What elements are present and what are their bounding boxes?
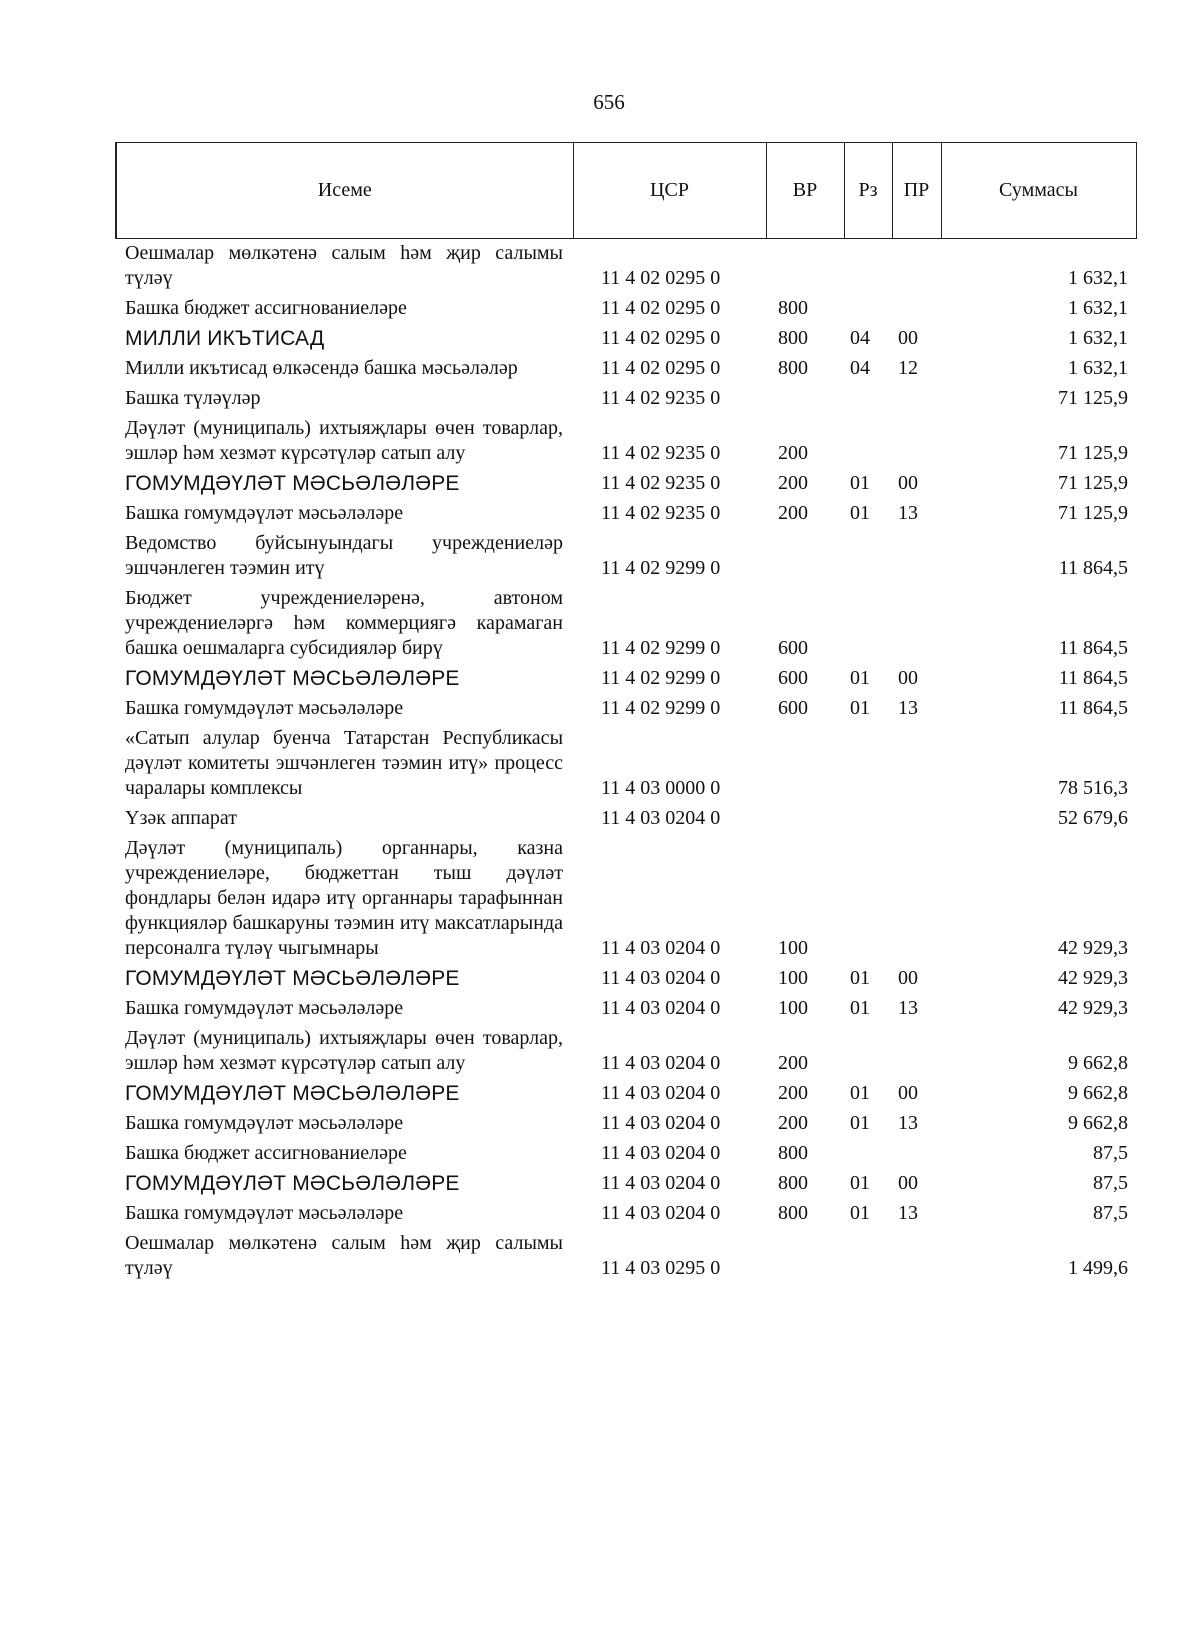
cell-pr: 13 — [898, 697, 918, 719]
cell-csr: 11 4 03 0204 0 — [601, 997, 721, 1019]
table-row — [116, 1169, 1136, 1199]
budget-table — [115, 142, 1137, 1284]
table-row — [116, 584, 1136, 664]
cell-rz: 01 — [850, 502, 870, 524]
cell-vr: 800 — [778, 297, 808, 319]
cell-name: Дәүләт (муниципаль) ихтыяҗлары өчен товарлар, эшләр һәм хезмәт күрсәтүләр сатып алу — [125, 417, 563, 464]
header-vr: ВР — [766, 143, 844, 239]
cell-csr: 11 4 02 0295 0 — [601, 327, 721, 349]
cell-csr: 11 4 03 0295 0 — [601, 1257, 721, 1279]
cell-csr: 11 4 02 0295 0 — [601, 297, 721, 319]
table-row — [116, 1229, 1136, 1284]
cell-csr: 11 4 02 0295 0 — [601, 357, 721, 379]
cell-sum: 11 864,5 — [1058, 667, 1128, 689]
cell-csr: 11 4 03 0204 0 — [601, 1172, 721, 1194]
cell-pr — [892, 584, 941, 664]
cell-sum: 71 125,9 — [1058, 472, 1128, 494]
cell-name: Башка гомумдәүләт мәсьәләләре — [125, 697, 404, 719]
cell-pr — [892, 239, 941, 295]
cell-sum: 11 864,5 — [1058, 557, 1128, 579]
table-row — [116, 1199, 1136, 1229]
cell-name: Оешмалар мөлкәтенә салым һәм җир салымы түләү — [125, 1232, 563, 1279]
table-row — [116, 324, 1136, 354]
cell-sum: 78 516,3 — [1058, 777, 1128, 799]
cell-rz — [844, 1229, 892, 1284]
cell-pr: 13 — [898, 502, 918, 524]
cell-vr: 200 — [778, 1112, 808, 1134]
cell-rz: 04 — [850, 327, 870, 349]
cell-rz: 01 — [850, 967, 870, 989]
cell-sum: 9 662,8 — [1068, 1052, 1128, 1074]
cell-sum: 42 929,3 — [1058, 967, 1128, 989]
cell-vr: 200 — [778, 472, 808, 494]
cell-vr: 600 — [778, 637, 808, 659]
cell-rz — [844, 529, 892, 584]
cell-csr: 11 4 03 0204 0 — [601, 1202, 721, 1224]
cell-rz — [844, 294, 892, 324]
cell-vr: 800 — [778, 1142, 808, 1164]
cell-csr: 11 4 02 9235 0 — [601, 387, 721, 409]
table-row — [116, 239, 1136, 295]
cell-sum: 71 125,9 — [1058, 502, 1128, 524]
table-row — [116, 1109, 1136, 1139]
header-pr: ПР — [892, 143, 941, 239]
cell-name: ГОМУМДӘҮЛӘТ МӘСЬӘЛӘЛӘРЕ — [125, 967, 460, 990]
table-row — [116, 804, 1136, 834]
cell-csr: 11 4 03 0204 0 — [601, 1112, 721, 1134]
table-row — [116, 964, 1136, 994]
cell-rz: 01 — [850, 1172, 870, 1194]
cell-vr — [766, 724, 844, 804]
table-row — [116, 354, 1136, 384]
cell-rz — [844, 584, 892, 664]
cell-vr: 100 — [778, 967, 808, 989]
table-header — [116, 143, 1136, 239]
cell-pr: 00 — [898, 667, 918, 689]
table-row — [116, 384, 1136, 414]
cell-pr: 13 — [898, 997, 918, 1019]
cell-csr: 11 4 02 9235 0 — [601, 472, 721, 494]
page-number: 656 — [593, 90, 625, 114]
cell-vr: 200 — [778, 1082, 808, 1104]
table-row — [116, 724, 1136, 804]
table-row — [116, 1024, 1136, 1079]
cell-sum: 1 632,1 — [1068, 267, 1128, 289]
cell-pr: 00 — [898, 1082, 918, 1104]
cell-vr: 200 — [778, 442, 808, 464]
cell-name: Башка түләүләр — [125, 387, 261, 409]
cell-csr: 11 4 03 0000 0 — [601, 777, 721, 799]
cell-sum: 87,5 — [1093, 1172, 1128, 1194]
cell-sum: 87,5 — [1093, 1202, 1128, 1224]
cell-vr: 800 — [778, 327, 808, 349]
cell-pr — [892, 1024, 941, 1079]
cell-vr: 200 — [778, 1052, 808, 1074]
header-csr: ЦСР — [573, 143, 766, 239]
cell-vr: 600 — [778, 667, 808, 689]
cell-vr: 200 — [778, 502, 808, 524]
cell-sum: 11 864,5 — [1058, 637, 1128, 659]
cell-vr: 800 — [778, 1202, 808, 1224]
cell-pr: 13 — [898, 1202, 918, 1224]
table-body — [116, 239, 1136, 1285]
table-row — [116, 1079, 1136, 1109]
cell-pr — [892, 724, 941, 804]
cell-rz — [844, 239, 892, 295]
cell-rz: 01 — [850, 1112, 870, 1134]
cell-csr: 11 4 02 9299 0 — [601, 667, 721, 689]
cell-sum: 11 864,5 — [1058, 697, 1128, 719]
cell-csr: 11 4 02 9235 0 — [601, 502, 721, 524]
table-row — [116, 294, 1136, 324]
cell-rz — [844, 834, 892, 964]
cell-sum: 1 632,1 — [1068, 327, 1128, 349]
cell-csr: 11 4 03 0204 0 — [601, 807, 721, 829]
header-name: Исеме — [116, 143, 573, 239]
cell-name: Дәүләт (муниципаль) ихтыяҗлары өчен товарлар, эшләр һәм хезмәт күрсәтүләр сатып алу — [125, 1027, 563, 1074]
cell-rz: 01 — [850, 997, 870, 1019]
cell-sum: 71 125,9 — [1058, 442, 1128, 464]
cell-sum: 9 662,8 — [1068, 1112, 1128, 1134]
cell-pr — [892, 804, 941, 834]
cell-pr — [892, 1139, 941, 1169]
cell-rz — [844, 414, 892, 469]
cell-name: Үзәк аппарат — [125, 807, 237, 829]
cell-rz — [844, 1024, 892, 1079]
table-row — [116, 994, 1136, 1024]
cell-name: ГОМУМДӘҮЛӘТ МӘСЬӘЛӘЛӘРЕ — [125, 472, 460, 495]
cell-pr: 00 — [898, 327, 918, 349]
cell-vr — [766, 239, 844, 295]
cell-rz: 01 — [850, 1202, 870, 1224]
cell-sum: 42 929,3 — [1058, 997, 1128, 1019]
cell-pr — [892, 414, 941, 469]
table-row — [116, 694, 1136, 724]
cell-pr: 00 — [898, 1172, 918, 1194]
cell-name: Оешмалар мөлкәтенә салым һәм җир салымы түләү — [125, 242, 563, 289]
cell-sum: 9 662,8 — [1068, 1082, 1128, 1104]
cell-name: ГОМУМДӘҮЛӘТ МӘСЬӘЛӘЛӘРЕ — [125, 1082, 460, 1105]
cell-csr: 11 4 03 0204 0 — [601, 1142, 721, 1164]
cell-sum: 42 929,3 — [1058, 937, 1128, 959]
cell-pr — [892, 294, 941, 324]
cell-csr: 11 4 02 9299 0 — [601, 557, 721, 579]
cell-name: Милли икътисад өлкәсендә башка мәсьәләләр — [125, 357, 518, 379]
cell-name: Башка гомумдәүләт мәсьәләләре — [125, 1112, 404, 1134]
cell-vr — [766, 1229, 844, 1284]
cell-name: Башка бюджет ассигнованиеләре — [125, 297, 407, 319]
cell-csr: 11 4 03 0204 0 — [601, 1082, 721, 1104]
table-row — [116, 469, 1136, 499]
cell-rz: 01 — [850, 472, 870, 494]
cell-pr: 00 — [898, 967, 918, 989]
cell-name: Башка гомумдәүләт мәсьәләләре — [125, 997, 404, 1019]
cell-rz — [844, 384, 892, 414]
cell-name: ГОМУМДӘҮЛӘТ МӘСЬӘЛӘЛӘРЕ — [125, 667, 460, 690]
cell-rz: 04 — [850, 357, 870, 379]
cell-pr: 12 — [898, 357, 918, 379]
cell-pr — [892, 834, 941, 964]
table-row — [116, 664, 1136, 694]
cell-csr: 11 4 02 9299 0 — [601, 697, 721, 719]
cell-vr: 100 — [778, 997, 808, 1019]
cell-rz: 01 — [850, 697, 870, 719]
cell-rz — [844, 724, 892, 804]
cell-name: МИЛЛИ ИКЪТИСАД — [125, 327, 325, 350]
cell-sum: 1 632,1 — [1068, 297, 1128, 319]
cell-rz: 01 — [850, 1082, 870, 1104]
cell-csr: 11 4 03 0204 0 — [601, 967, 721, 989]
cell-name: Бюджет учреждениеләренә, автоном учреждениеләргә һәм коммерциягә карамаган башка оешмаларга субсидияләр бирү — [125, 587, 563, 659]
cell-rz — [844, 1139, 892, 1169]
cell-vr: 800 — [778, 1172, 808, 1194]
cell-vr: 800 — [778, 357, 808, 379]
cell-csr: 11 4 02 9299 0 — [601, 637, 721, 659]
cell-pr — [892, 1229, 941, 1284]
table-row — [116, 529, 1136, 584]
cell-name: ГОМУМДӘҮЛӘТ МӘСЬӘЛӘЛӘРЕ — [125, 1172, 460, 1195]
table-row — [116, 499, 1136, 529]
cell-vr — [766, 804, 844, 834]
cell-vr — [766, 529, 844, 584]
cell-name: Дәүләт (муниципаль) органнары, казна учреждениеләре, бюджеттан тыш дәүләт фондлары белән идарә итү органнары тарафыннан функцияләр башкаруны тәэмин итү максатларында персоналга түләү чыгымнары — [125, 837, 563, 959]
cell-rz — [844, 804, 892, 834]
cell-sum: 1 499,6 — [1068, 1257, 1128, 1279]
table-row — [116, 1139, 1136, 1169]
cell-pr: 13 — [898, 1112, 918, 1134]
cell-vr: 100 — [778, 937, 808, 959]
cell-sum: 1 632,1 — [1068, 357, 1128, 379]
cell-sum: 52 679,6 — [1058, 807, 1128, 829]
cell-csr: 11 4 03 0204 0 — [601, 937, 721, 959]
table-row — [116, 834, 1136, 964]
cell-name: Башка бюджет ассигнованиеләре — [125, 1142, 407, 1164]
cell-csr: 11 4 02 9235 0 — [601, 442, 721, 464]
cell-sum: 87,5 — [1093, 1142, 1128, 1164]
header-rz: Рз — [844, 143, 892, 239]
cell-name: Ведомство буйсынуындагы учреждениеләр эшчәнлеген тәэмин итү — [125, 532, 563, 579]
cell-sum: 71 125,9 — [1058, 387, 1128, 409]
cell-vr — [766, 384, 844, 414]
cell-pr — [892, 384, 941, 414]
table-row — [116, 414, 1136, 469]
cell-name: Башка гомумдәүләт мәсьәләләре — [125, 502, 404, 524]
cell-csr: 11 4 03 0204 0 — [601, 1052, 721, 1074]
cell-pr: 00 — [898, 472, 918, 494]
cell-rz: 01 — [850, 667, 870, 689]
header-sum: Суммасы — [941, 143, 1136, 239]
cell-vr: 600 — [778, 697, 808, 719]
cell-csr: 11 4 02 0295 0 — [601, 267, 721, 289]
cell-pr — [892, 529, 941, 584]
cell-name: Башка гомумдәүләт мәсьәләләре — [125, 1202, 404, 1224]
cell-name: «Сатып алулар буенча Татарстан Республикасы дәүләт комитеты эшчәнлеген тәэмин итү» процесс чаралары комплексы — [125, 727, 563, 799]
